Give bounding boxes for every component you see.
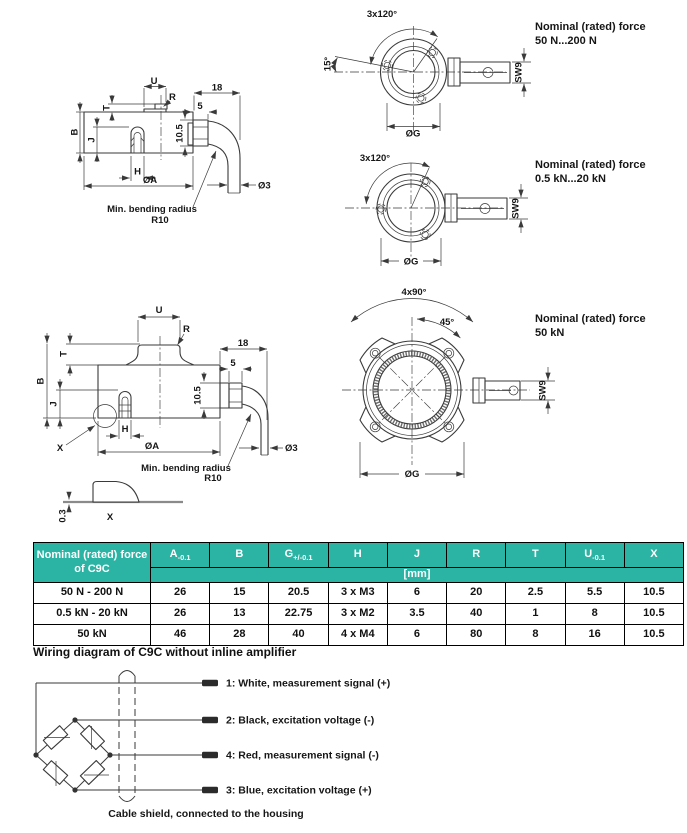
terminal-2 bbox=[202, 717, 218, 724]
side-view-small bbox=[70, 76, 271, 226]
dim-r: R bbox=[169, 92, 176, 103]
dim-dg: ØG bbox=[405, 128, 421, 140]
dim-da: ØA bbox=[144, 441, 160, 452]
dim-h: H bbox=[121, 424, 129, 435]
front-view-small bbox=[323, 9, 646, 140]
caption-force-value: 50 N...200 N bbox=[535, 35, 597, 47]
wiring-title: Wiring diagram of C9C without inline amplifier bbox=[33, 645, 297, 659]
angle-45: 45° bbox=[439, 317, 455, 328]
angle-3x120: 3x120° bbox=[359, 153, 391, 164]
header-force-line2: of C9C bbox=[74, 562, 110, 575]
front-view-large bbox=[342, 287, 646, 480]
wire-label-2: 2: Black, excitation voltage (-) bbox=[226, 714, 375, 727]
dim-sw9: SW9 bbox=[510, 198, 522, 219]
dim-18: 18 bbox=[237, 338, 249, 349]
terminal-1 bbox=[202, 680, 218, 687]
angle-15: 15° bbox=[322, 56, 334, 72]
dim-b: B bbox=[69, 128, 81, 136]
shield-label: Cable shield, connected to the housing bbox=[108, 808, 304, 820]
header-col-u: $U_{-0.1}$ bbox=[565, 543, 624, 568]
caption-force-value: 0.5 kN...20 kN bbox=[535, 173, 606, 185]
caption-force-range: Nominal (rated) force bbox=[535, 313, 646, 325]
dim-t: T bbox=[101, 105, 113, 111]
dim-5: 5 bbox=[230, 358, 236, 369]
header-col-j: J bbox=[387, 543, 446, 568]
bend-note-r10: R10 bbox=[204, 473, 222, 484]
angle-4x90: 4x90° bbox=[401, 287, 427, 298]
dim-r: R bbox=[183, 324, 190, 335]
dim-b: B bbox=[35, 377, 47, 385]
dim-18: 18 bbox=[211, 82, 223, 94]
dim-u: U bbox=[155, 305, 163, 316]
dimension-table bbox=[33, 542, 684, 646]
wire-label-3: 3: Blue, excitation voltage (+) bbox=[226, 784, 372, 797]
cell-force: 50 kN bbox=[34, 625, 151, 646]
dim-0-3: 0.3 bbox=[57, 509, 69, 523]
dim-10-5: 10.5 bbox=[192, 386, 204, 405]
angle-3x120: 3x120° bbox=[366, 9, 398, 20]
dim-t: T bbox=[58, 351, 70, 357]
header-col-a: $A_{-0.1}$ bbox=[151, 543, 210, 568]
caption-force-value: 50 kN bbox=[535, 327, 565, 339]
dim-d3: Ø3 bbox=[258, 180, 271, 192]
terminal-3 bbox=[202, 787, 218, 794]
header-col-h: H bbox=[328, 543, 387, 568]
wiring-diagram bbox=[0, 660, 687, 833]
wheatstone-bridge bbox=[33, 717, 112, 792]
bolt-holes bbox=[382, 48, 437, 103]
bend-note: Min. bending radius bbox=[141, 463, 231, 474]
dim-5: 5 bbox=[197, 101, 203, 112]
table-row: 0.5 kN - 20 kN 26 13 22.75 3 x M2 3.5 40 1 8 10.5 bbox=[34, 604, 684, 625]
header-force-line1: Nominal (rated) force bbox=[36, 548, 148, 561]
header-unit: [mm] bbox=[151, 568, 684, 583]
cable-shield bbox=[119, 671, 135, 802]
dim-u: U bbox=[150, 76, 158, 87]
header-col-b: B bbox=[210, 543, 269, 568]
front-view-mid bbox=[345, 153, 646, 268]
detail-x-label: X bbox=[106, 512, 114, 523]
dim-dg: ØG bbox=[403, 256, 419, 268]
bend-note-r10: R10 bbox=[151, 215, 169, 226]
caption-force-range: Nominal (rated) force bbox=[535, 21, 646, 33]
dim-sw9: SW9 bbox=[513, 62, 525, 83]
side-view-large bbox=[36, 305, 298, 523]
dim-d3: Ø3 bbox=[285, 443, 298, 454]
cell-force: 50 N - 200 N bbox=[34, 583, 151, 604]
dim-da: ØA bbox=[142, 175, 158, 186]
table-row: 50 kN 46 28 40 4 x M4 6 80 8 16 10.5 bbox=[34, 625, 684, 646]
dim-dg: ØG bbox=[404, 469, 420, 480]
dim-10-5: 10.5 bbox=[174, 124, 186, 143]
cell-force: 0.5 kN - 20 kN bbox=[34, 604, 151, 625]
bend-note: Min. bending radius bbox=[107, 204, 197, 215]
header-col-t: T bbox=[506, 543, 565, 568]
wire-label-4: 4: Red, measurement signal (-) bbox=[226, 749, 379, 762]
dim-j: J bbox=[86, 137, 98, 143]
header-col-r: R bbox=[447, 543, 506, 568]
header-col-x: X bbox=[624, 543, 683, 568]
dim-j: J bbox=[48, 401, 60, 407]
header-col-g: $G_{+/-0.1}$ bbox=[269, 543, 328, 568]
terminal-4 bbox=[202, 752, 218, 759]
detail-x bbox=[58, 482, 184, 524]
detail-x-ref: X bbox=[56, 443, 64, 454]
wire-label-1: 1: White, measurement signal (+) bbox=[226, 677, 391, 690]
header-force bbox=[34, 543, 151, 583]
dim-sw9: SW9 bbox=[537, 380, 549, 401]
table-row: 50 N - 200 N 26 15 20.5 3 x M3 6 20 2.5 5.5 10.5 bbox=[34, 583, 684, 604]
dim-h: H bbox=[134, 166, 141, 178]
caption-force-range: Nominal (rated) force bbox=[535, 159, 646, 171]
